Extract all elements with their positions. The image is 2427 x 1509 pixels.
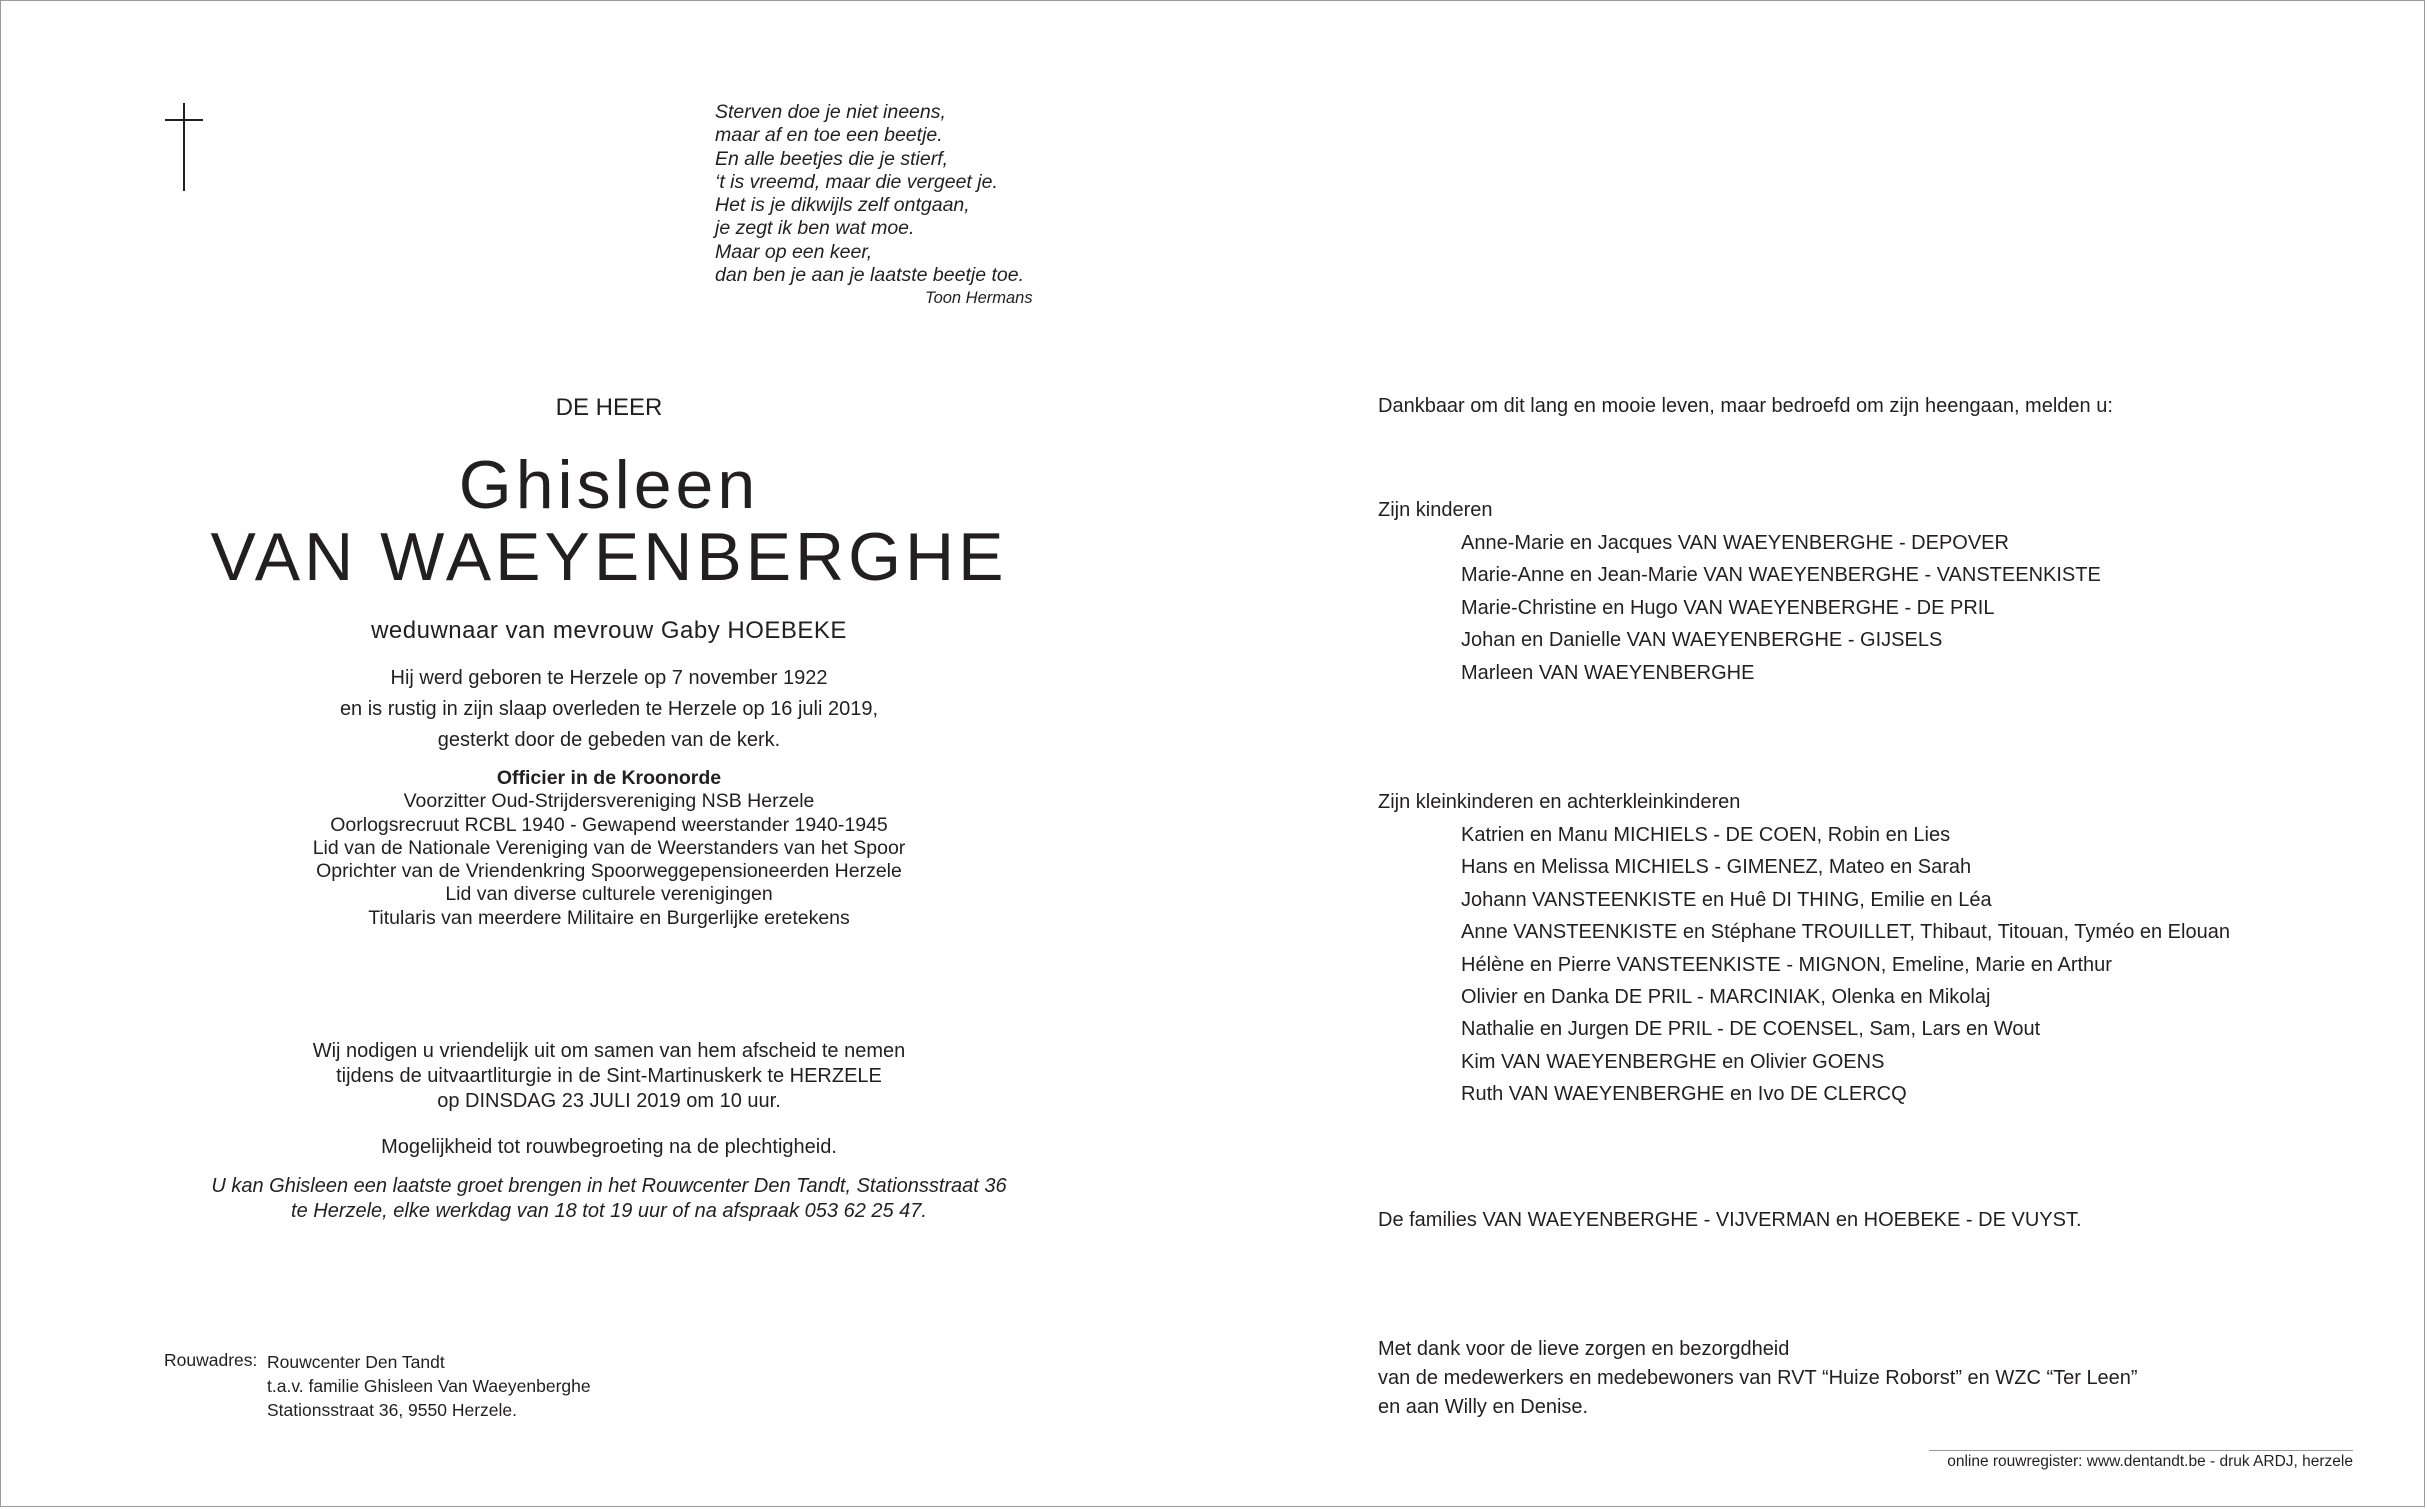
cross-icon-bar xyxy=(165,119,203,121)
address-line: Rouwcenter Den Tandt xyxy=(267,1352,445,1372)
funeral-invite xyxy=(121,1039,1097,1114)
honor-line: Oprichter van de Vriendenkring Spoorweggepensioneerden Herzele xyxy=(316,860,902,883)
honors xyxy=(121,767,1097,930)
poem-line: ‘t is vreemd, maar die vergeet je. xyxy=(715,170,998,193)
list-item: Hélène en Pierre VANSTEENKISTE - MIGNON, Emeline, Marie en Arthur xyxy=(1461,953,2112,976)
thanks-line: en aan Willy en Denise. xyxy=(1378,1396,1589,1418)
children-label: Zijn kinderen xyxy=(1378,499,1493,521)
list-item: Johan en Danielle VAN WAEYENBERGHE - GIJSELS xyxy=(1461,629,1943,652)
life-line: gesterkt door de gebeden van de kerk. xyxy=(437,729,781,751)
honor-title: Officier in de Kroonorde xyxy=(496,767,722,789)
footer-divider xyxy=(1929,1450,2353,1451)
last-name: VAN WAEYENBERGHE xyxy=(210,519,1008,595)
families-line: De families VAN WAEYENBERGHE - VIJVERMAN en HOEBEKE - DE VUYST. xyxy=(1378,1209,2082,1231)
poem-line: dan ben je aan je laatste beetje toe. xyxy=(715,264,1024,287)
poem-line: En alle beetjes die je stierf, xyxy=(715,147,949,170)
poem-line: maar af en toe een beetje. xyxy=(715,124,943,147)
family-intro: Dankbaar om dit lang en mooie leven, maar bedroefd om zijn heengaan, melden u: xyxy=(1378,395,2113,417)
invite-line: tijdens de uitvaartliturgie in de Sint-Martinuskerk te HERZELE xyxy=(336,1065,882,1087)
list-item: Johann VANSTEENKISTE en Huê DI THING, Emilie en Léa xyxy=(1461,888,1992,911)
thanks-line: van de medewerkers en medebewoners van RVT “Huize Roborst” en WZC “Ter Leen” xyxy=(1378,1367,2138,1389)
address-lines xyxy=(267,1350,591,1422)
poem-line: je zegt ik ben wat moe. xyxy=(715,217,915,240)
list-item: Anne VANSTEENKISTE en Stéphane TROUILLET, Thibaut, Titouan, Tyméo en Elouan xyxy=(1461,921,2230,944)
list-item: Olivier en Danka DE PRIL - MARCINIAK, Olenka en Mikolaj xyxy=(1461,986,1991,1009)
poem-line: Sterven doe je niet ineens, xyxy=(715,101,946,123)
visit-note xyxy=(121,1174,1097,1224)
poem-author: Toon Hermans xyxy=(925,289,1033,307)
address-label: Rouwadres: xyxy=(164,1350,258,1370)
address-line: Stationsstraat 36, 9550 Herzele. xyxy=(267,1400,518,1420)
honor-line: Oorlogsrecruut RCBL 1940 - Gewapend weerstander 1940-1945 xyxy=(330,813,888,836)
honorific: DE HEER xyxy=(555,394,663,421)
address-line: t.a.v. familie Ghisleen Van Waeyenberghe xyxy=(267,1376,591,1396)
children-list xyxy=(1461,527,2101,689)
invite-line: Wij nodigen u vriendelijk uit om samen van hem afscheid te nemen xyxy=(312,1040,906,1062)
visit-line: te Herzele, elke werkdag van 18 tot 19 uur of na afspraak 053 62 25 47. xyxy=(291,1200,927,1222)
life-line: Hij werd geboren te Herzele op 7 november 1922 xyxy=(390,667,828,689)
footer-note: online rouwregister: www.dentandt.be - druk ARDJ, herzele xyxy=(1947,1453,2353,1470)
life-details xyxy=(121,663,1097,756)
thanks-note xyxy=(1378,1335,2138,1422)
poem-line: Maar op een keer, xyxy=(715,240,873,263)
list-item: Ruth VAN WAEYENBERGHE en Ivo DE CLERCQ xyxy=(1461,1083,1907,1106)
list-item: Anne-Marie en Jacques VAN WAEYENBERGHE - DEPOVER xyxy=(1461,532,2009,554)
poem xyxy=(715,101,1024,287)
poem-line: Het is je dikwijls zelf ontgaan, xyxy=(715,194,970,217)
list-item: Marleen VAN WAEYENBERGHE xyxy=(1461,661,1755,684)
grandchildren-list xyxy=(1461,819,2230,1111)
cross-icon xyxy=(183,103,185,191)
spouse-line: weduwnaar van mevrouw Gaby HOEBEKE xyxy=(371,617,847,644)
list-item: Marie-Christine en Hugo VAN WAEYENBERGHE - DE PRIL xyxy=(1461,596,1995,619)
thanks-line: Met dank voor de lieve zorgen en bezorgdheid xyxy=(1378,1338,1790,1360)
honor-line: Lid van de Nationale Vereniging van de Weerstanders van het Spoor xyxy=(312,836,906,859)
list-item: Hans en Melissa MICHIELS - GIMENEZ, Mateo en Sarah xyxy=(1461,856,1972,879)
list-item: Nathalie en Jurgen DE PRIL - DE COENSEL, Sam, Lars en Wout xyxy=(1461,1018,2041,1041)
list-item: Katrien en Manu MICHIELS - DE COEN, Robin en Lies xyxy=(1461,824,1951,846)
life-line: en is rustig in zijn slaap overleden te Herzele op 16 juli 2019, xyxy=(339,698,879,720)
invite-line: op DINSDAG 23 JULI 2019 om 10 uur. xyxy=(437,1090,781,1112)
condolence-note: Mogelijkheid tot rouwbegroeting na de plechtigheid. xyxy=(381,1136,837,1158)
list-item: Marie-Anne en Jean-Marie VAN WAEYENBERGHE - VANSTEENKISTE xyxy=(1461,564,2101,587)
honor-line: Voorzitter Oud-Strijdersvereniging NSB Herzele xyxy=(403,790,815,813)
honor-line: Lid van diverse culturele verenigingen xyxy=(445,883,773,906)
grandchildren-label: Zijn kleinkinderen en achterkleinkinderen xyxy=(1378,791,1741,813)
list-item: Kim VAN WAEYENBERGHE en Olivier GOENS xyxy=(1461,1050,1885,1073)
first-name: Ghisleen xyxy=(458,447,760,523)
visit-line: U kan Ghisleen een laatste groet brengen in het Rouwcenter Den Tandt, Stationsstraat 36 xyxy=(211,1175,1007,1197)
honor-line: Titularis van meerdere Militaire en Burgerlijke eretekens xyxy=(368,906,850,929)
